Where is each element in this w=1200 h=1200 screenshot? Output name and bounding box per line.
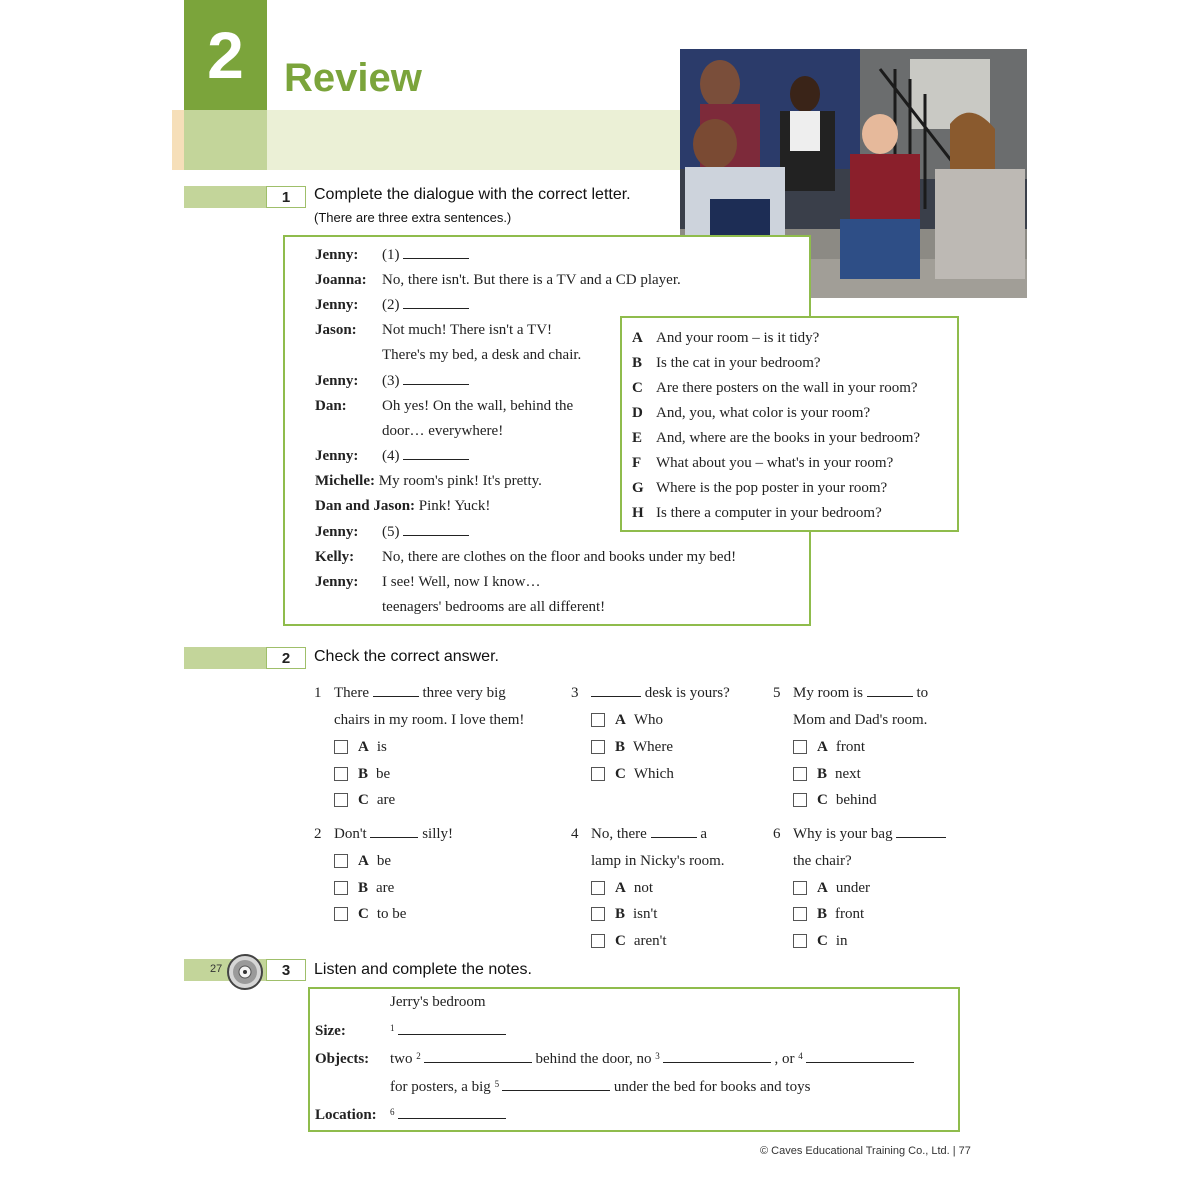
dialogue-text: door… everywhere! [382,423,504,439]
unit-number: 2 [184,0,267,110]
question-4-line2: lamp in Nicky's room. [591,853,725,869]
dialogue-speaker: Joanna: [315,272,367,288]
dialogue-text: No, there are clothes on the floor and books under my bed! [382,549,737,565]
answer-blank[interactable] [663,1049,771,1063]
size-label: Size: [315,1023,346,1039]
dialogue-text: (3) [382,371,469,391]
option-h: H Is there a computer in your bedroom? [632,505,882,521]
dialogue-speaker: Jenny: [315,448,359,464]
option-d: D And, you, what color is your room? [632,405,871,421]
question-6: 6 Why is your bag [773,824,946,844]
answer-blank[interactable] [502,1077,610,1091]
answer-blank[interactable] [806,1049,914,1063]
option-a: A And your room – is it tidy? [632,330,820,346]
q6-choice-c[interactable]: C in [793,931,848,951]
question-4: 4 No, there a [571,826,707,842]
dialogue-speaker: Jason: [315,322,357,338]
dialogue-text: teenagers' bedrooms are all different! [382,599,606,615]
checkbox[interactable] [334,767,348,781]
q4-choice-b[interactable]: B isn't [591,904,657,924]
dialogue-text: I see! Well, now I know… [382,574,541,590]
dialogue-text: Oh yes! On the wall, behind the [382,398,574,414]
option-e: E And, where are the books in your bedroom? [632,430,921,446]
checkbox[interactable] [793,767,807,781]
dialogue-text: (4) [382,446,469,466]
section2-title: Check the correct answer. [314,648,499,665]
dialogue-text: (2) [382,295,469,315]
question-6-line2: the chair? [793,853,852,869]
question-5: 5 My room is to [773,685,929,701]
option-f: F What about you – what's in your room? [632,455,894,471]
checkbox[interactable] [793,934,807,948]
option-c: C Are there posters on the wall in your room? [632,380,918,396]
q1-choice-b[interactable]: B be [334,764,390,784]
answer-blank[interactable] [424,1049,532,1063]
checkbox[interactable] [591,907,605,921]
q5-choice-c[interactable]: C behind [793,790,877,810]
checkbox[interactable] [591,713,605,727]
section1-title: Complete the dialogue with the correct letter. [314,186,631,203]
dialogue-text: Not much! There isn't a TV! [382,322,553,338]
checkbox[interactable] [334,881,348,895]
answer-blank[interactable] [398,1021,506,1035]
section1-number: 1 [266,186,306,208]
objects-line-1: two $^2$ behind the door, no $^3$ , or $^4$ [390,1049,914,1069]
dialogue-speaker: Jenny: [315,574,359,590]
question-5-line2: Mom and Dad's room. [793,712,928,728]
answer-blank [373,683,419,697]
audio-track-number: 27 [210,963,223,975]
q2-choice-b[interactable]: B are [334,878,394,898]
option-b: B Is the cat in your bedroom? [632,355,821,371]
q5-choice-b[interactable]: B next [793,764,861,784]
answer-blank [591,683,641,697]
question-1: 1 There three very big [314,685,506,701]
dialogue-line: Michelle: My room's pink! It's pretty. [315,473,542,489]
objects-label: Objects: [315,1051,370,1067]
cd-icon[interactable] [227,954,263,995]
section3-title: Listen and complete the notes. [314,961,532,978]
question-2: 2 Don't silly! [314,826,454,842]
options-box [620,316,959,532]
dialogue-speaker: Kelly: [315,549,355,565]
q4-choice-c[interactable]: C aren't [591,931,667,951]
answer-blank[interactable] [403,371,469,385]
size-answer: 1 [390,1021,506,1041]
checkbox[interactable] [793,907,807,921]
q3-choice-b[interactable]: B Where [591,737,673,757]
dialogue-speaker: Jenny: [315,373,359,389]
dialogue-line: Jenny: [315,247,359,263]
objects-line-2: for posters, a big $^5$ under the bed for books and toys [390,1079,811,1095]
answer-blank[interactable] [403,295,469,309]
option-g: G Where is the pop poster in your room? [632,480,888,496]
notes-heading: Jerry's bedroom [390,994,486,1010]
dialogue-line: Dan and Jason: Pink! Yuck! [315,498,491,514]
dialogue-text: (5) [382,522,469,542]
q4-choice-a[interactable]: A not [591,878,653,898]
section1-bar [184,186,266,208]
header-band-unit [184,110,267,170]
header-band-edge [172,110,184,170]
checkbox[interactable] [334,907,348,921]
section3-number: 3 [266,959,306,981]
section1-subtitle: (There are three extra sentences.) [314,210,512,225]
dialogue-text: (1) [382,245,469,265]
checkbox[interactable] [591,767,605,781]
dialogue-speaker: Jenny: [315,297,359,313]
question-3: 3 desk is yours? [571,685,730,701]
section2-number: 2 [266,647,306,669]
answer-blank[interactable] [403,522,469,536]
q2-choice-c[interactable]: C to be [334,904,406,924]
checkbox[interactable] [334,793,348,807]
question-1-line2: chairs in my room. I love them! [334,712,525,728]
q1-choice-c[interactable]: C are [334,790,395,810]
dialogue-text: There's my bed, a desk and chair. [382,347,582,363]
answer-blank[interactable] [403,245,469,259]
checkbox[interactable] [334,854,348,868]
dialogue-speaker: Jenny: [315,524,359,540]
notes-box [308,987,960,1132]
section2-bar [184,647,266,669]
checkbox[interactable] [591,881,605,895]
dialogue-text: No, there isn't. But there is a TV and a CD player. [382,272,681,288]
checkbox[interactable] [793,793,807,807]
answer-blank [867,683,913,697]
answer-blank [896,824,946,838]
checkbox[interactable] [591,934,605,948]
checkbox[interactable] [591,740,605,754]
q3-choice-c[interactable]: C Which [591,764,674,784]
q2-choice-a[interactable]: A be [334,851,391,871]
footer-copyright: © Caves Educational Training Co., Ltd. | 77 [760,1145,971,1157]
q6-choice-a[interactable]: A under [793,878,870,898]
dialogue-speaker: Dan: [315,398,347,414]
answer-blank[interactable] [403,446,469,460]
q5-choice-a[interactable]: A front [793,737,865,757]
answer-blank [370,824,418,838]
location-label: Location: [315,1107,377,1123]
checkbox[interactable] [793,881,807,895]
checkbox[interactable] [793,740,807,754]
q6-choice-b[interactable]: B front [793,904,864,924]
q3-choice-a[interactable]: A Who [591,710,663,730]
answer-blank[interactable] [398,1105,506,1119]
answer-blank [651,824,697,838]
checkbox[interactable] [334,740,348,754]
page-title: Review [284,56,422,100]
location-answer: 6 [390,1105,506,1125]
q1-choice-a[interactable]: A is [334,737,387,757]
